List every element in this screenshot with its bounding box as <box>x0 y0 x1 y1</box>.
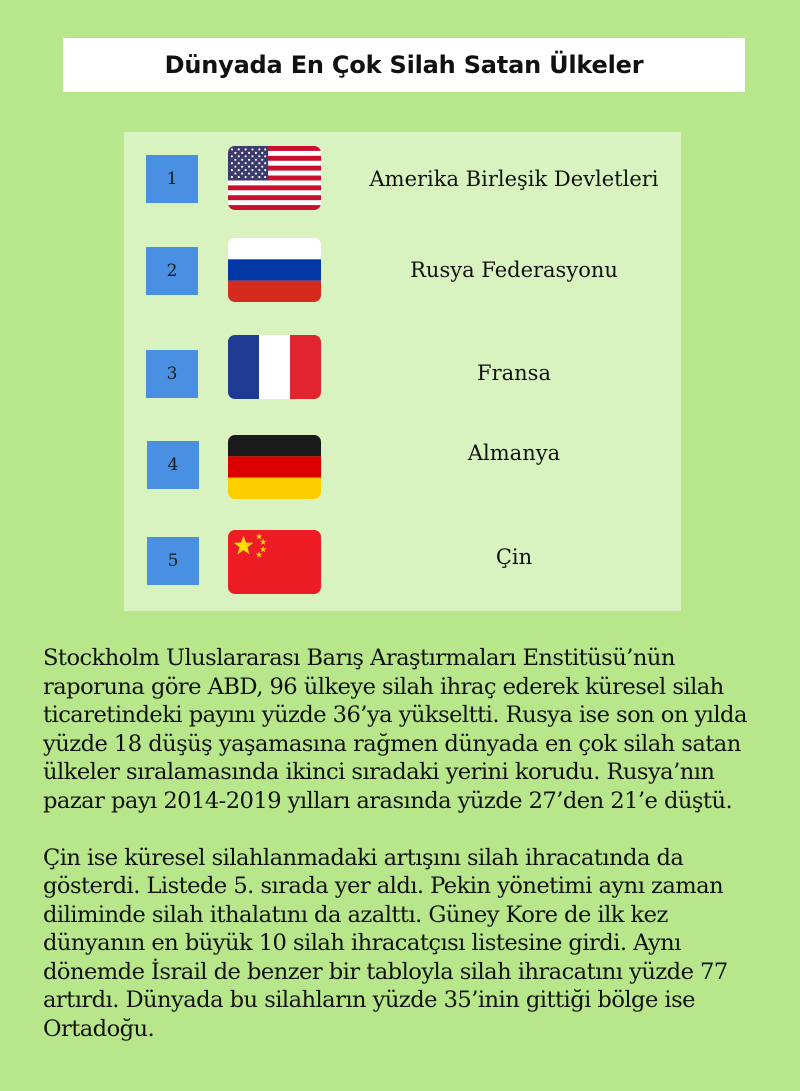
title-banner <box>63 38 745 92</box>
rank-number: 4 <box>167 455 179 475</box>
rank-number: 1 <box>166 169 178 189</box>
rank-number: 3 <box>166 364 178 384</box>
rank-badge-3 <box>146 350 198 398</box>
usa-flag-icon <box>228 146 321 210</box>
rank-badge-1 <box>146 155 198 203</box>
china-flag-icon <box>228 530 321 594</box>
article-body <box>43 644 773 1072</box>
country-name-3: Fransa <box>477 361 551 385</box>
rank-number: 5 <box>167 551 179 571</box>
rank-badge-4 <box>147 441 199 489</box>
country-name-4: Almanya <box>467 441 561 465</box>
rank-number: 2 <box>166 261 178 281</box>
germany-flag-icon <box>228 435 321 499</box>
country-name-5: Çin <box>495 545 533 569</box>
paragraph-1: Stockholm Uluslararası Barış Araştırmaları Enstitüsü’nün raporuna göre ABD, 96 ülkeye silah ihraç ederek küresel silah ticaretindeki payını yüzde 36’ya yükseltti. Rusya ise son on yılda yüzde 18 düşüş yaşamasına rağmen dünyada en çok silah satan ülkeler sıralamasında ikinci sıradaki yerini korudu. Rusya’nın pazar payı 2014-2019 yılları arasında yüzde 27’den 21’e düştü. <box>43 645 747 814</box>
rank-badge-2 <box>146 247 198 295</box>
ranking-panel <box>124 132 681 611</box>
page-title: Dünyada En Çok Silah Satan Ülkeler <box>164 51 644 79</box>
russia-flag-icon <box>228 238 321 302</box>
rank-badge-5 <box>147 537 199 585</box>
country-name-1: Amerika Birleşik Devletleri <box>369 167 659 191</box>
france-flag-icon <box>228 335 321 399</box>
country-name-2: Rusya Federasyonu <box>410 258 618 282</box>
paragraph-2: Çin ise küresel silahlanmadaki artışını silah ihracatında da gösterdi. Listede 5. sırada yer aldı. Pekin yönetimi aynı zaman diliminde silah ithalatını da azalttı. Güney Kore de ilk kez dünyanın en büyük 10 silah ihracatçısı listesine girdi. Aynı dönemde İsrail de benzer bir tabloyla silah ihracatını yüzde 77 artırdı. Dünyada bu silahların yüzde 35’inin gittiği bölge ise Ortadoğu. <box>43 844 728 1042</box>
